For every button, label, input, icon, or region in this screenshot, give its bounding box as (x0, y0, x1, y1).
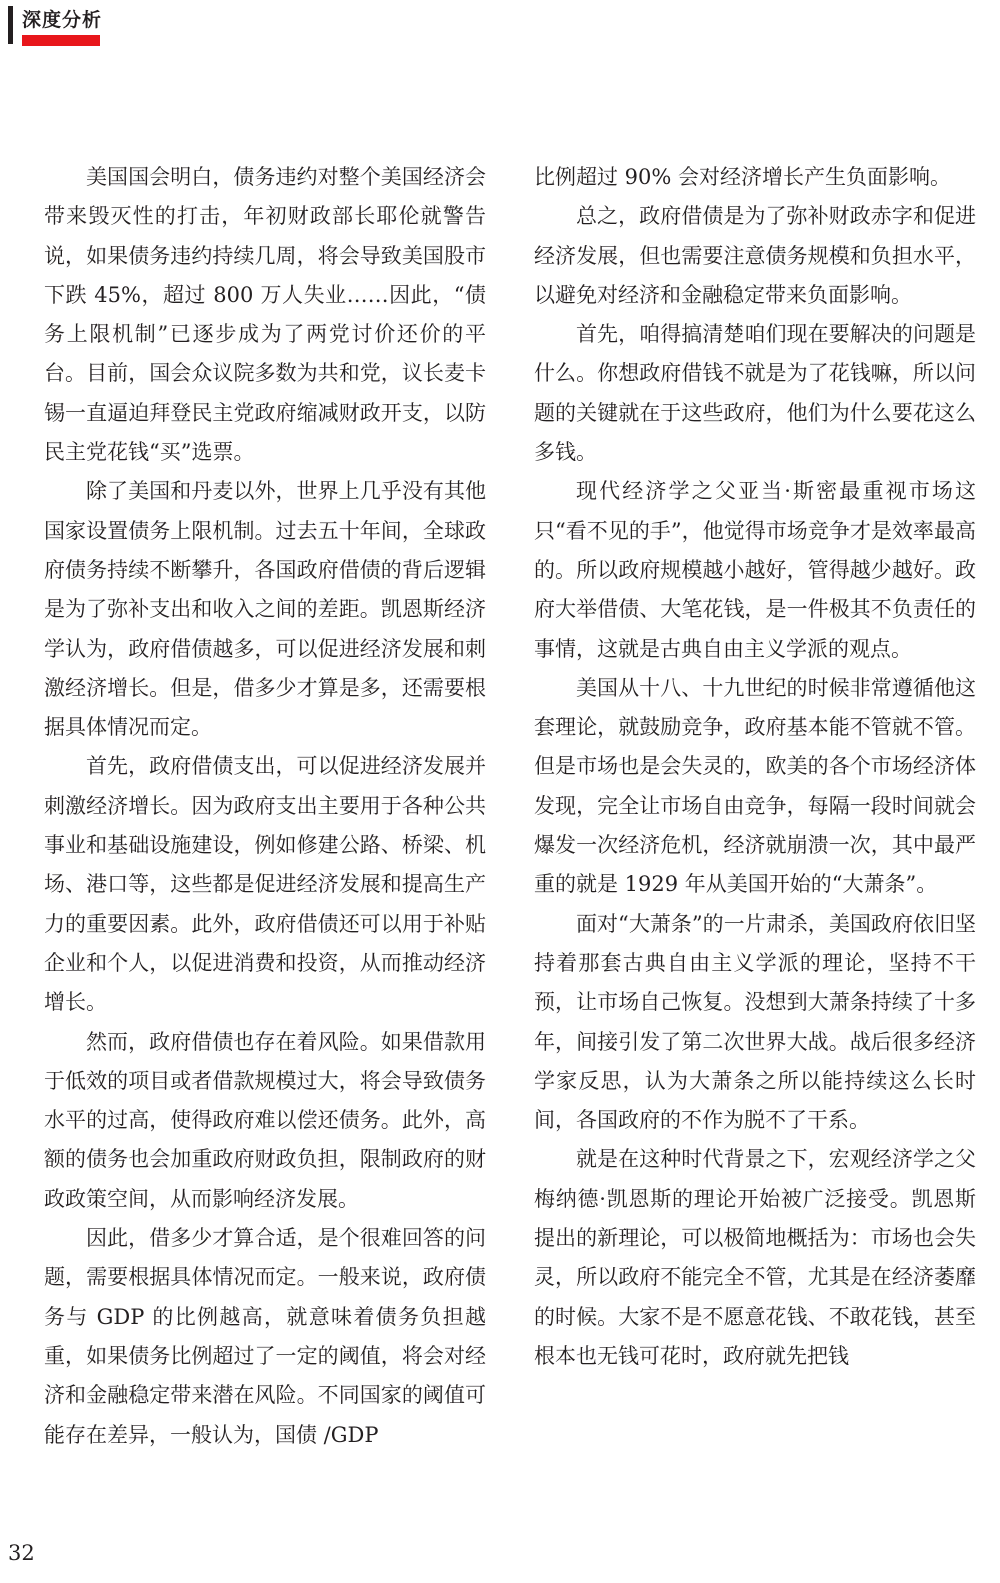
section-underline (22, 35, 100, 46)
section-label: 深度分析 (22, 9, 103, 31)
paragraph: 总之，政府借债是为了弥补财政赤字和促进经济发展，但也需要注意债务规模和负担水平，以避免对经济和金融稳定带来负面影响。 (534, 204, 976, 307)
paragraph: 美国国会明白，债务违约对整个美国经济会带来毁灭性的打击，年初财政部长耶伦就警告说，如果债务违约持续几周，将会导致美国股市下跌 45%，超过 800 万人失业……因此，“债务上限机制”已逐步成为了两党讨价还价的平台。目前，国会众议院多数为共和党，议长麦卡锡一直逼迫拜登民主党政府缩减财政开支，以防民主党花钱“买”选票。 (44, 165, 486, 465)
paragraph: 现代经济学之父亚当·斯密最重视市场这只“看不见的手”，他觉得市场竞争才是效率最高的。所以政府规模越小越好，管得越少越好。政府大举借债、大笔花钱，是一件极其不负责任的事情，这就是古典自由主义学派的观点。 (534, 479, 976, 661)
section-tag-bar (8, 6, 13, 44)
right-column (534, 158, 976, 1376)
paragraph: 就是在这种时代背景之下，宏观经济学之父梅纳德·凯恩斯的理论开始被广泛接受。凯恩斯提出的新理论，可以极简地概括为：市场也会失灵，所以政府不能完全不管，尤其是在经济萎靡的时候。大家不是不愿意花钱、不敢花钱，甚至根本也无钱可花时，政府就先把钱 (534, 1147, 976, 1368)
section-tag (8, 6, 128, 46)
left-column (44, 158, 486, 1455)
paragraph: 然而，政府借债也存在着风险。如果借款用于低效的项目或者借款规模过大，将会导致债务水平的过高，使得政府难以偿还债务。此外，高额的债务也会加重政府财政负担，限制政府的财政政策空间，从而影响经济发展。 (44, 1029, 486, 1211)
paragraph: 美国从十八、十九世纪的时候非常遵循他这套理论，就鼓励竞争，政府基本能不管就不管。但是市场也是会失灵的，欧美的各个市场经济体发现，完全让市场自由竞争，每隔一段时间就会爆发一次经济危机，经济就崩溃一次，其中最严重的就是 1929 年从美国开始的“大萧条”。 (534, 675, 976, 897)
paragraph: 首先，咱得搞清楚咱们现在要解决的问题是什么。你想政府借钱不就是为了花钱嘛，所以问题的关键就在于这些政府，他们为什么要花这么多钱。 (534, 322, 976, 465)
paragraph: 首先，政府借债支出，可以促进经济发展并刺激经济增长。因为政府支出主要用于各种公共事业和基础设施建设，例如修建公路、桥梁、机场、港口等，这些都是促进经济发展和提高生产力的重要因素。此外，政府借债还可以用于补贴企业和个人，以促进消费和投资，从而推动经济增长。 (44, 754, 486, 1015)
paragraph-continuation: 比例超过 90% 会对经济增长产生负面影响。 (534, 165, 952, 189)
paragraph: 面对“大萧条”的一片肃杀，美国政府依旧坚持着那套古典自由主义学派的理论，坚持不干预，让市场自己恢复。没想到大萧条持续了十多年，间接引发了第二次世界大战。战后很多经济学家反思，认为大萧条之所以能持续这么长时间，各国政府的不作为脱不了干系。 (534, 911, 976, 1133)
page-number: 32 (8, 1541, 35, 1565)
paragraph: 因此，借多少才算合适，是个很难回答的问题，需要根据具体情况而定。一般来说，政府债务与 GDP 的比例越高，就意味着债务负担越重，如果债务比例超过了一定的阈值，将会对经济和金融稳定带来潜在风险。不同国家的阈值可能存在差异，一般认为，国债 /GDP (44, 1226, 486, 1447)
paragraph: 除了美国和丹麦以外，世界上几乎没有其他国家设置债务上限机制。过去五十年间，全球政府债务持续不断攀升，各国政府借债的背后逻辑是为了弥补支出和收入之间的差距。凯恩斯经济学认为，政府借债越多，可以促进经济发展和刺激经济增长。但是，借多少才算是多，还需要根据具体情况而定。 (44, 479, 486, 740)
